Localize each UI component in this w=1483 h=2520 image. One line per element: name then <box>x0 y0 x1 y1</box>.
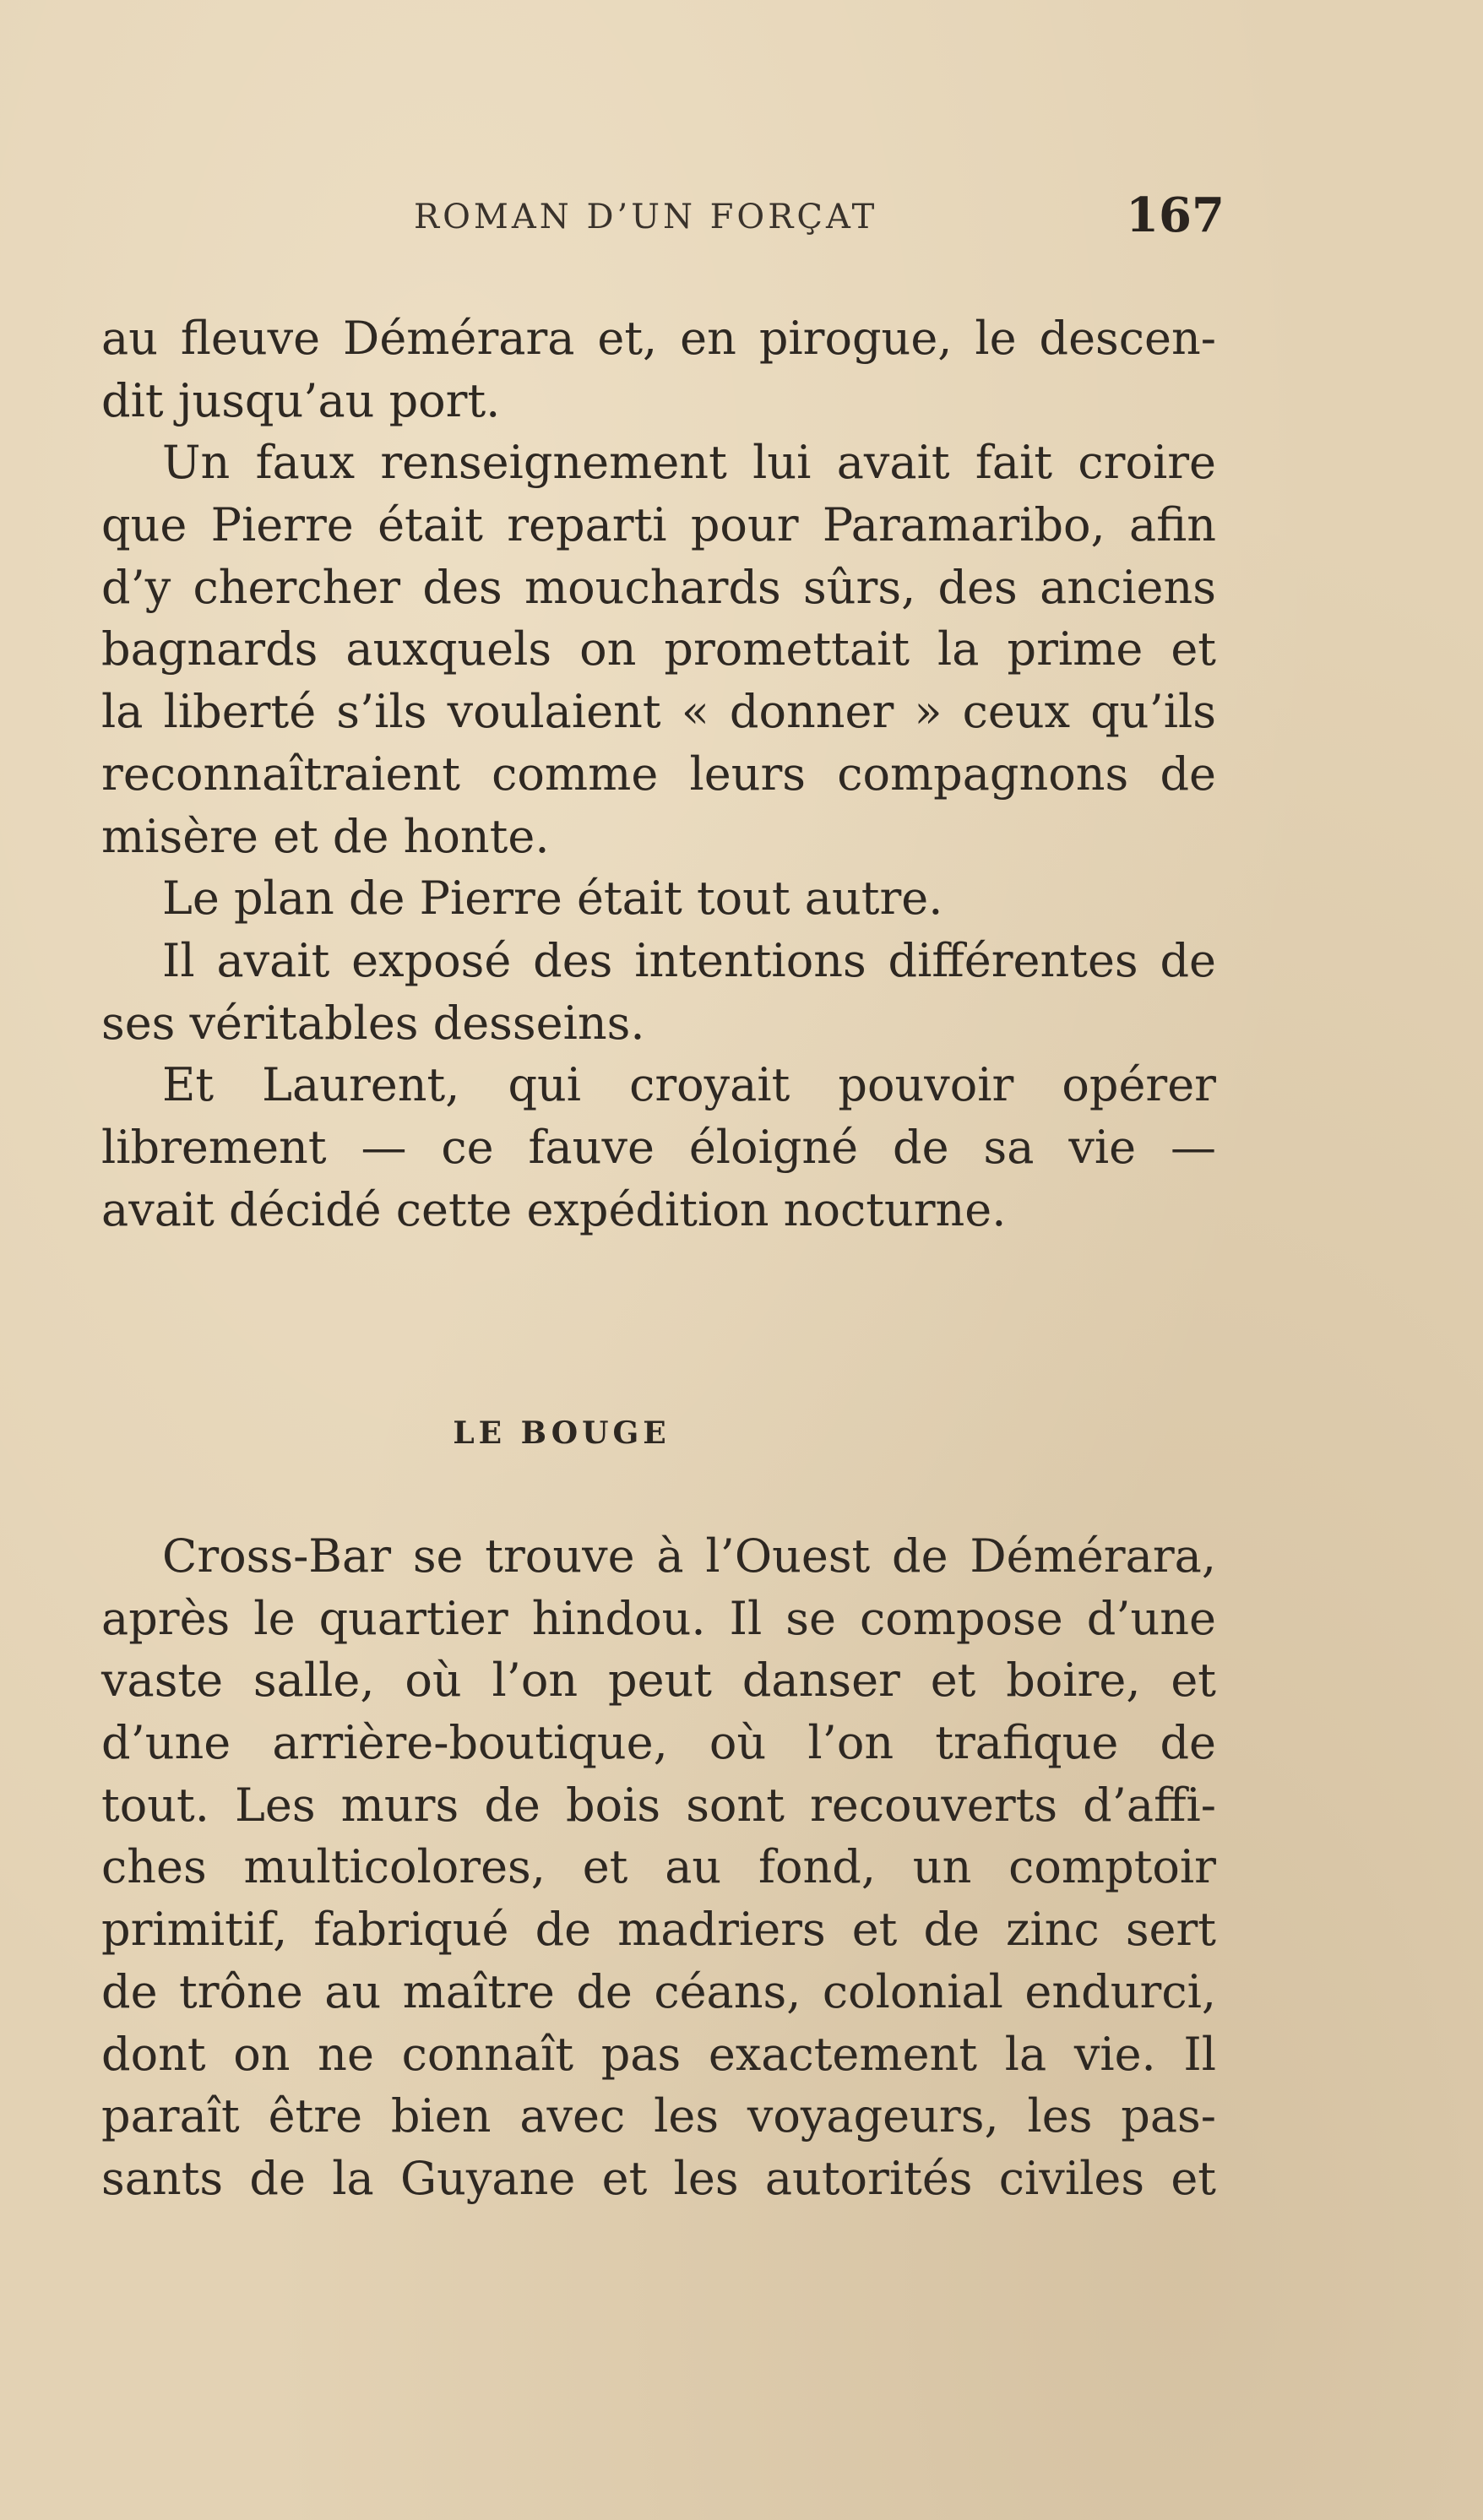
text-line: paraît être bien avec les voyageurs, les pas- <box>101 2089 1216 2143</box>
text-line: dont on ne connaît pas exactement la vie. Il <box>101 2027 1216 2081</box>
text-line: primitif, fabriqué de madriers et de zinc sert <box>101 1903 1216 1957</box>
text-line: vaste salle, où l’on peut danser et boire, et <box>101 1654 1216 1708</box>
page-number: 167 <box>1126 187 1225 243</box>
text-line: au fleuve Démérara et, en pirogue, le descen- <box>101 312 1216 365</box>
text-block-intro <box>101 307 1216 1241</box>
section-heading: LE BOUGE <box>453 1415 671 1451</box>
text-line: que Pierre était reparti pour Paramaribo, afin <box>101 498 1216 552</box>
text-line: reconnaîtraient comme leurs compagnons de <box>101 747 1216 801</box>
text-line: de trône au maître de céans, colonial endurci, <box>101 1964 1216 2018</box>
running-head <box>414 187 1225 247</box>
running-title: ROMAN D’UN FORÇAT <box>414 198 878 236</box>
text-line: Il avait exposé des intentions différentes de <box>162 933 1216 987</box>
text-line: Et Laurent, qui croyait pouvoir opérer <box>162 1058 1216 1112</box>
text-line: misère et de honte. <box>101 809 550 863</box>
text-line: après le quartier hindou. Il se compose d’une <box>101 1591 1216 1645</box>
text-block-le-bouge <box>101 1525 1216 2210</box>
text-line: ses véritables desseins. <box>101 996 645 1050</box>
text-line: Un faux renseignement lui avait fait croire <box>162 436 1216 490</box>
text-line: la liberté s’ils voulaient « donner » ceux qu’ils <box>101 685 1216 739</box>
text-line: avait décidé cette expédition nocturne. <box>101 1182 1007 1236</box>
text-line: d’y chercher des mouchards sûrs, des anciens <box>101 560 1216 614</box>
text-line: ches multicolores, et au fond, un comptoir <box>101 1840 1216 1894</box>
text-line: sants de la Guyane et les autorités civiles et <box>101 2151 1216 2205</box>
text-line: d’une arrière-boutique, où l’on trafique de <box>101 1716 1216 1770</box>
text-line: tout. Les murs de bois sont recouverts d’affi- <box>101 1778 1216 1832</box>
text-line: Cross-Bar se trouve à l’Ouest de Démérara, <box>162 1529 1216 1583</box>
text-line: dit jusqu’au port. <box>101 373 501 427</box>
text-line: bagnards auxquels on promettait la prime et <box>101 622 1216 676</box>
text-line: Le plan de Pierre était tout autre. <box>162 872 943 926</box>
text-line: librement — ce fauve éloigné de sa vie — <box>101 1120 1216 1174</box>
